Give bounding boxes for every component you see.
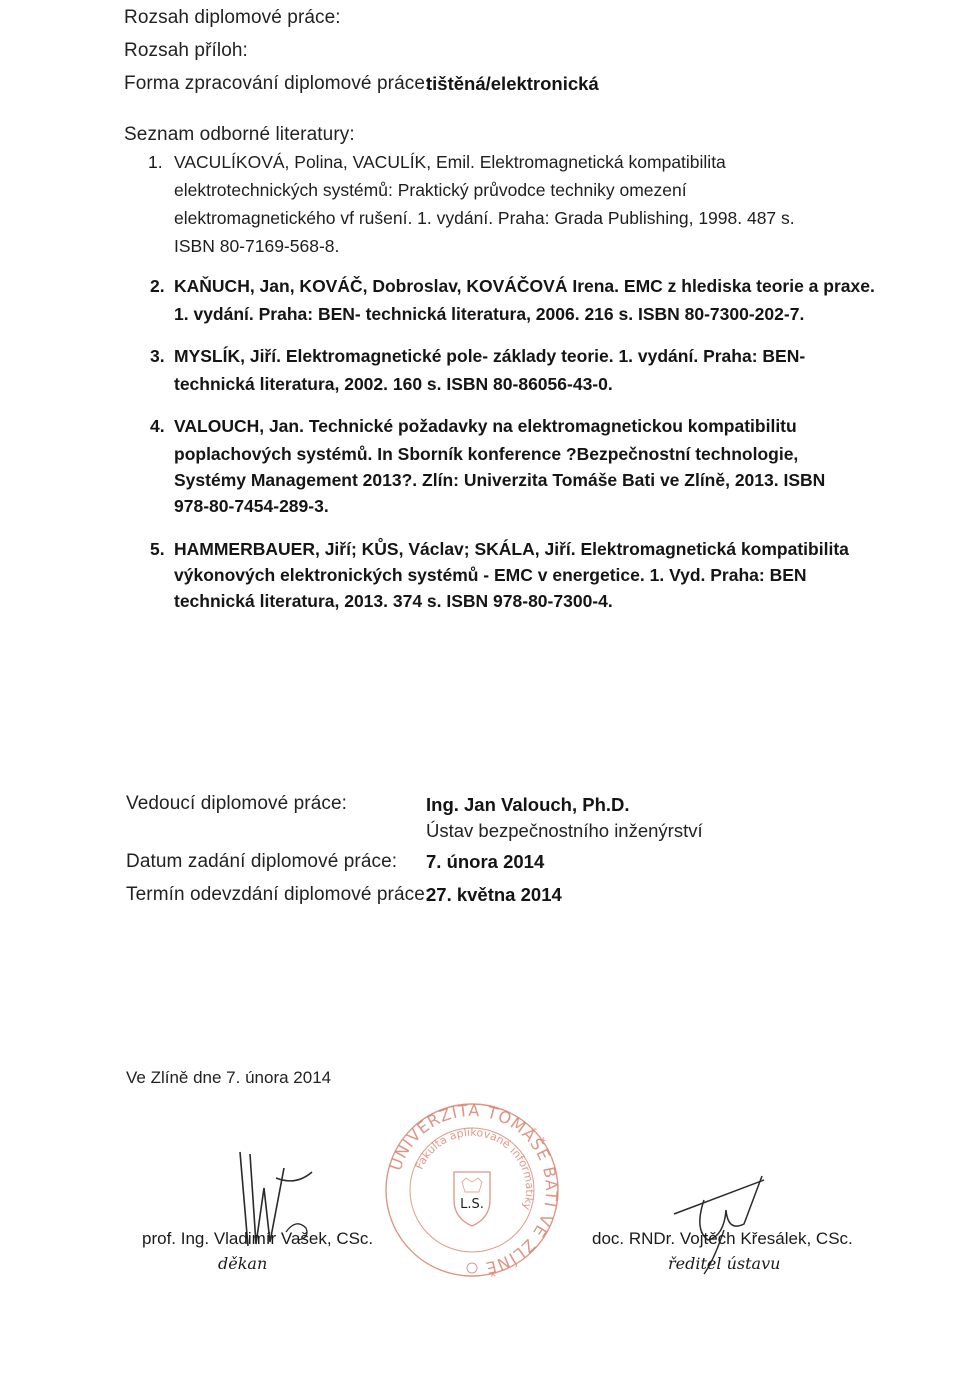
stamp-inner-text: Fakulta aplikované informatiky [412, 1125, 537, 1212]
reference-number: 2. [150, 276, 165, 296]
reference-line: 978-80-7454-289-3. [174, 496, 329, 516]
assignment-date-label: Datum zadání diplomové práce: [126, 851, 398, 872]
literatura-label: Seznam odborné literatury: [124, 124, 355, 145]
reference-line: VALOUCH, Jan. Technické požadavky na elektromagnetickou kompatibilitu [174, 416, 797, 436]
reference-line: Systémy Management 2013?. Zlín: Univerzita Tomáše Bati ve Zlíně, 2013. ISBN [174, 470, 826, 490]
reference-line: technická literatura, 2002. 160 s. ISBN 80-86056-43-0. [174, 374, 613, 394]
director-name: doc. RNDr. Vojtěch Křesálek, CSc. [592, 1229, 853, 1248]
assignment-date-value: 7. února 2014 [426, 851, 545, 872]
reference-line: HAMMERBAUER, Jiří; KŮS, Václav; SKÁLA, Jiří. Elektromagnetická kompatibilita [174, 539, 849, 559]
submission-date-label: Termín odevzdání diplomové práce: [126, 884, 431, 905]
forma-value: tištěná/elektronická [426, 73, 599, 94]
forma-label: Forma zpracování diplomové práce: [124, 73, 431, 94]
stamp-center-text: L.S. [460, 1197, 484, 1212]
reference-line: KAŇUCH, Jan, KOVÁČ, Dobroslav, KOVÁČOVÁ Irena. EMC z hlediska teorie a praxe. [174, 276, 875, 296]
reference-line: výkonových elektronických systémů - EMC v energetice. 1. Vyd. Praha: BEN [174, 565, 807, 585]
reference-line: 1. vydání. Praha: BEN- technická literatura, 2006. 216 s. ISBN 80-7300-202-7. [174, 304, 805, 324]
reference-line: MYSLÍK, Jiří. Elektromagnetické pole- základy teorie. 1. vydání. Praha: BEN- [174, 346, 806, 366]
reference-number: 3. [150, 346, 165, 366]
supervisor-name: Ing. Jan Valouch, Ph.D. [426, 794, 630, 815]
dean-name: prof. Ing. Vladimír Vašek, CSc. [142, 1229, 374, 1248]
reference-line: VACULÍKOVÁ, Polina, VACULÍK, Emil. Elektromagnetická kompatibilita [174, 152, 726, 172]
stamp-outer-text: UNIVERZITA TOMÁŠE BATI VE ZLÍNĚ [385, 1100, 562, 1278]
reference-line: ISBN 80-7169-568-8. [174, 236, 340, 256]
prilohy-label: Rozsah příloh: [124, 40, 248, 61]
place-date: Ve Zlíně dne 7. února 2014 [126, 1068, 332, 1087]
reference-line: elektromagnetického vf rušení. 1. vydání. Praha: Grada Publishing, 1998. 487 s. [174, 208, 795, 228]
rozsah-label: Rozsah diplomové práce: [124, 7, 341, 28]
supervisor-label: Vedoucí diplomové práce: [126, 793, 348, 814]
reference-line: elektrotechnických systémů: Praktický průvodce techniky omezení [174, 180, 687, 200]
submission-date-value: 27. května 2014 [426, 884, 562, 905]
reference-number: 4. [150, 416, 165, 436]
director-role: ředitel ústavu [668, 1254, 781, 1273]
reference-number: 5. [150, 539, 165, 559]
reference-line: poplachových systémů. In Sborník konference ?Bezpečnostní technologie, [174, 444, 799, 464]
official-stamp [382, 1100, 562, 1280]
dean-role: děkan [218, 1254, 268, 1273]
reference-line: technická literatura, 2013. 374 s. ISBN 978-80-7300-4. [174, 591, 613, 611]
supervisor-institute: Ústav bezpečnostního inženýrství [426, 820, 703, 841]
reference-number: 1. [148, 152, 163, 172]
